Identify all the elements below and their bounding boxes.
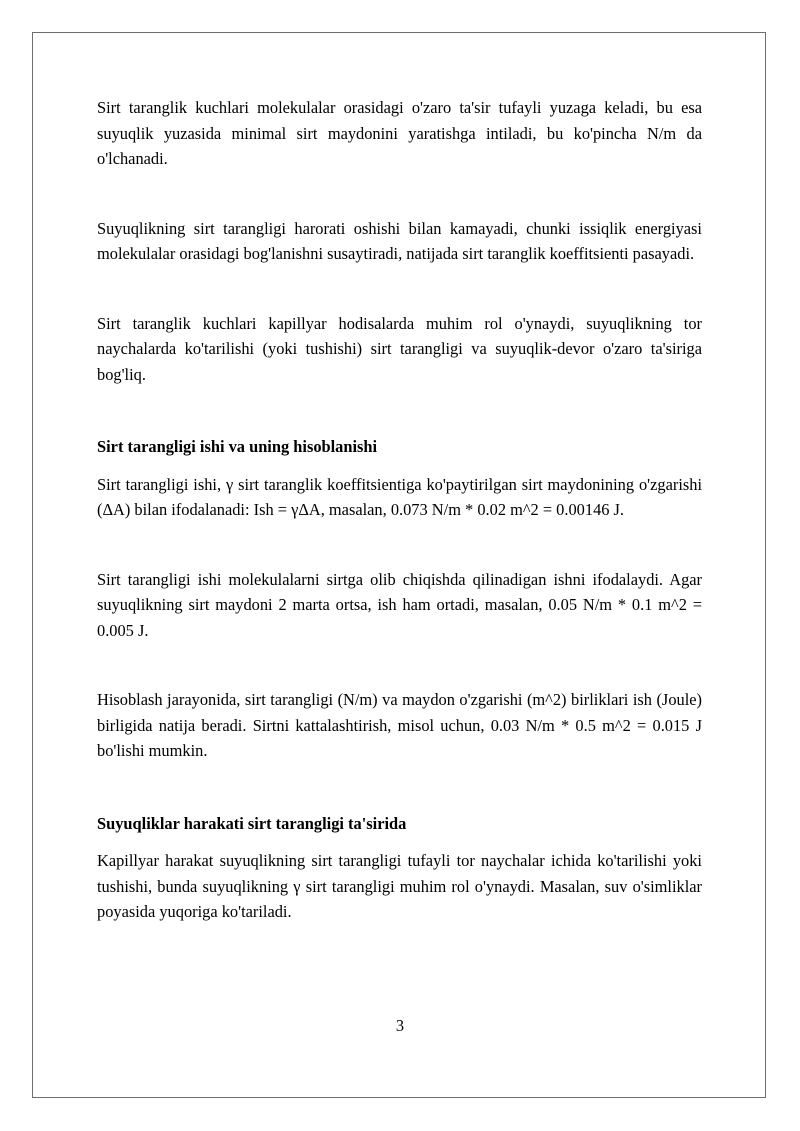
paragraph-work-2: Sirt tarangligi ishi molekulalarni sirtga olib chiqishda qilinadigan ishni ifodalaydi. Agar suyuqlikning sirt maydoni 2 marta ortsa, ish ham ortadi, masalan, 0.05 N/m * 0.1 m^2 = 0.005 J. — [97, 569, 702, 640]
section-heading-work: Sirt tarangligi ishi va uning hisoblanishi — [97, 437, 378, 456]
paragraph-intro-3: Sirt taranglik kuchlari kapillyar hodisalarda muhim rol o'ynaydi, suyuqlikning tor naychalarda ko'tarilishi (yoki tushishi) sirt tarangligi va suyuqlik-devor o'zaro ta'siriga bog'liq. — [97, 313, 702, 384]
paragraph-motion-1: Kapillyar harakat suyuqlikning sirt tarangligi tufayli tor naychalar ichida ko'tarilishi yoki tushishi, bunda suyuqlikning γ sirt tarangligi muhim rol o'ynaydi. Masalan, suv o'simliklar poyasida yuqoriga ko'tariladi. — [97, 851, 702, 921]
paragraph-work-1: Sirt tarangligi ishi, γ sirt taranglik koeffitsientiga ko'paytirilgan sirt maydonining o'zgarishi (ΔA) bilan ifodalanadi: Ish = γΔA, masalan, 0.073 N/m * 0.02 m^2 = 0.00146 J. — [97, 474, 702, 519]
section-heading-motion: Suyuqliklar harakati sirt tarangligi ta'sirida — [97, 813, 407, 833]
paragraph-work-3: Hisoblash jarayonida, sirt tarangligi (N/m) va maydon o'zgarishi (m^2) birliklari ish (Joule) birligida natija beradi. Sirtni kattalashtirish, misol uchun, 0.03 N/m * 0.5 m^2 = 0.015 J bo'lishi mumkin. — [97, 690, 702, 760]
paragraph-intro-1: Sirt taranglik kuchlari molekulalar orasidagi o'zaro ta'sir tufayli yuzaga keladi, bu esa suyuqlik yuzasida minimal sirt maydonini yaratishga intiladi, bu ko'pincha N/m da o'lchanadi. — [97, 98, 702, 168]
page-content — [97, 95, 702, 925]
paragraph-intro-2: Suyuqlikning sirt tarangligi harorati oshishi bilan kamayadi, chunki issiqlik energiyasi molekulalar orasidagi bog'lanishni susaytiradi, natijada sirt taranglik koeffitsienti pasayadi. — [97, 218, 702, 263]
page-number: 3 — [395, 1016, 405, 1035]
